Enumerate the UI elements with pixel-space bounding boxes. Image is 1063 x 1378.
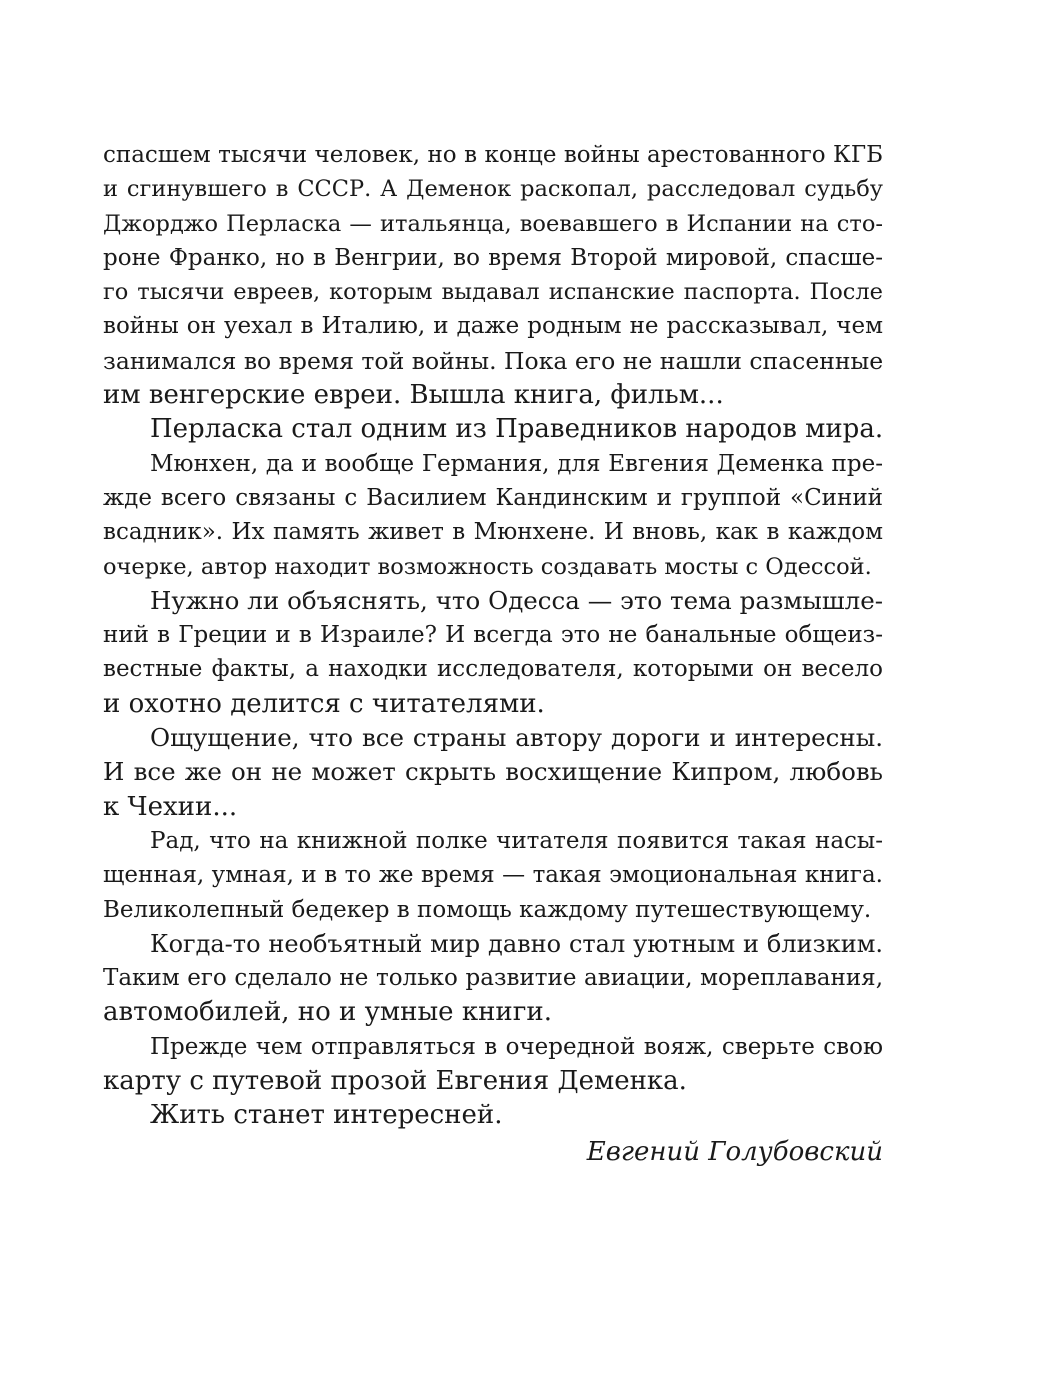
text-line: Ощущение, что все страны автору дороги и интересны. [150, 723, 883, 753]
text-line: Прежде чем отправляться в очередной вояж, сверьте свою [150, 1033, 883, 1060]
text-line: спасшем тысячи человек, но в конце войны арестованного КГБ [103, 142, 883, 168]
text-line: им венгерские евреи. Вышла книга, фильм... [103, 380, 724, 411]
page-body [103, 138, 883, 1169]
text-line: карту с путевой прозой Евгения Деменка. [103, 1066, 687, 1097]
text-line: к Чехии... [103, 791, 238, 822]
text-line: И все же он не может скрыть восхищение Кипром, любовь [103, 757, 883, 787]
text-line: Когда-то необъятный мир давно стал уютным и близким. [150, 929, 883, 958]
text-line: жде всего связаны с Василием Кандинским и группой «Синий [103, 484, 883, 511]
text-line: Мюнхен, да и вообще Германия, для Евгения Деменка пре- [150, 450, 883, 477]
text-line: Перласка стал одним из Праведников народов мира. [150, 414, 884, 445]
text-line: войны он уехал в Италию, и даже родным не рассказывал, чем [103, 313, 883, 340]
text-line: роне Франко, но в Венгрии, во время Второй мировой, спасше- [103, 244, 883, 271]
text-line: Джорджо Перласка — итальянца, воевавшего в Испании на сто- [103, 210, 883, 237]
text-line: ний в Греции и в Израиле? И всегда это не банальные общеиз- [103, 622, 883, 649]
text-line: всадник». Их память живет в Мюнхене. И вновь, как в каждом [103, 519, 883, 546]
text-line: Рад, что на книжной полке читателя появится такая насы- [150, 827, 883, 854]
text-line: Таким его сделало не только развитие авиации, мореплавания, [103, 965, 883, 992]
text-line: вестные факты, а находки исследователя, которыми он весело [103, 656, 883, 683]
text-line: Великолепный бедекер в помощь каждому путешествующему. [103, 896, 872, 923]
text-line: Нужно ли объяснять, что Одесса — это тема размышле- [150, 585, 883, 615]
text-line: автомобилей, но и умные книги. [103, 997, 552, 1028]
text-line: очерке, автор находит возможность создавать мосты с Одессой. [103, 553, 872, 580]
text-block [103, 138, 883, 1133]
text-line: и сгинувшего в СССР. А Деменок раскопал, расследовал судьбу [103, 176, 883, 203]
text-line: го тысячи евреев, которым выдавал испанские паспорта. После [103, 279, 883, 306]
text-line: занимался во время той войны. Пока его не нашли спасенные [103, 346, 884, 375]
author-signature: Евгений Голубовский [586, 1136, 883, 1167]
text-line: щенная, умная, и в то же время — такая эмоциональная книга. [103, 862, 883, 889]
text-line: Жить станет интересней. [150, 1100, 503, 1131]
text-line: и охотно делится с читателями. [103, 688, 545, 719]
